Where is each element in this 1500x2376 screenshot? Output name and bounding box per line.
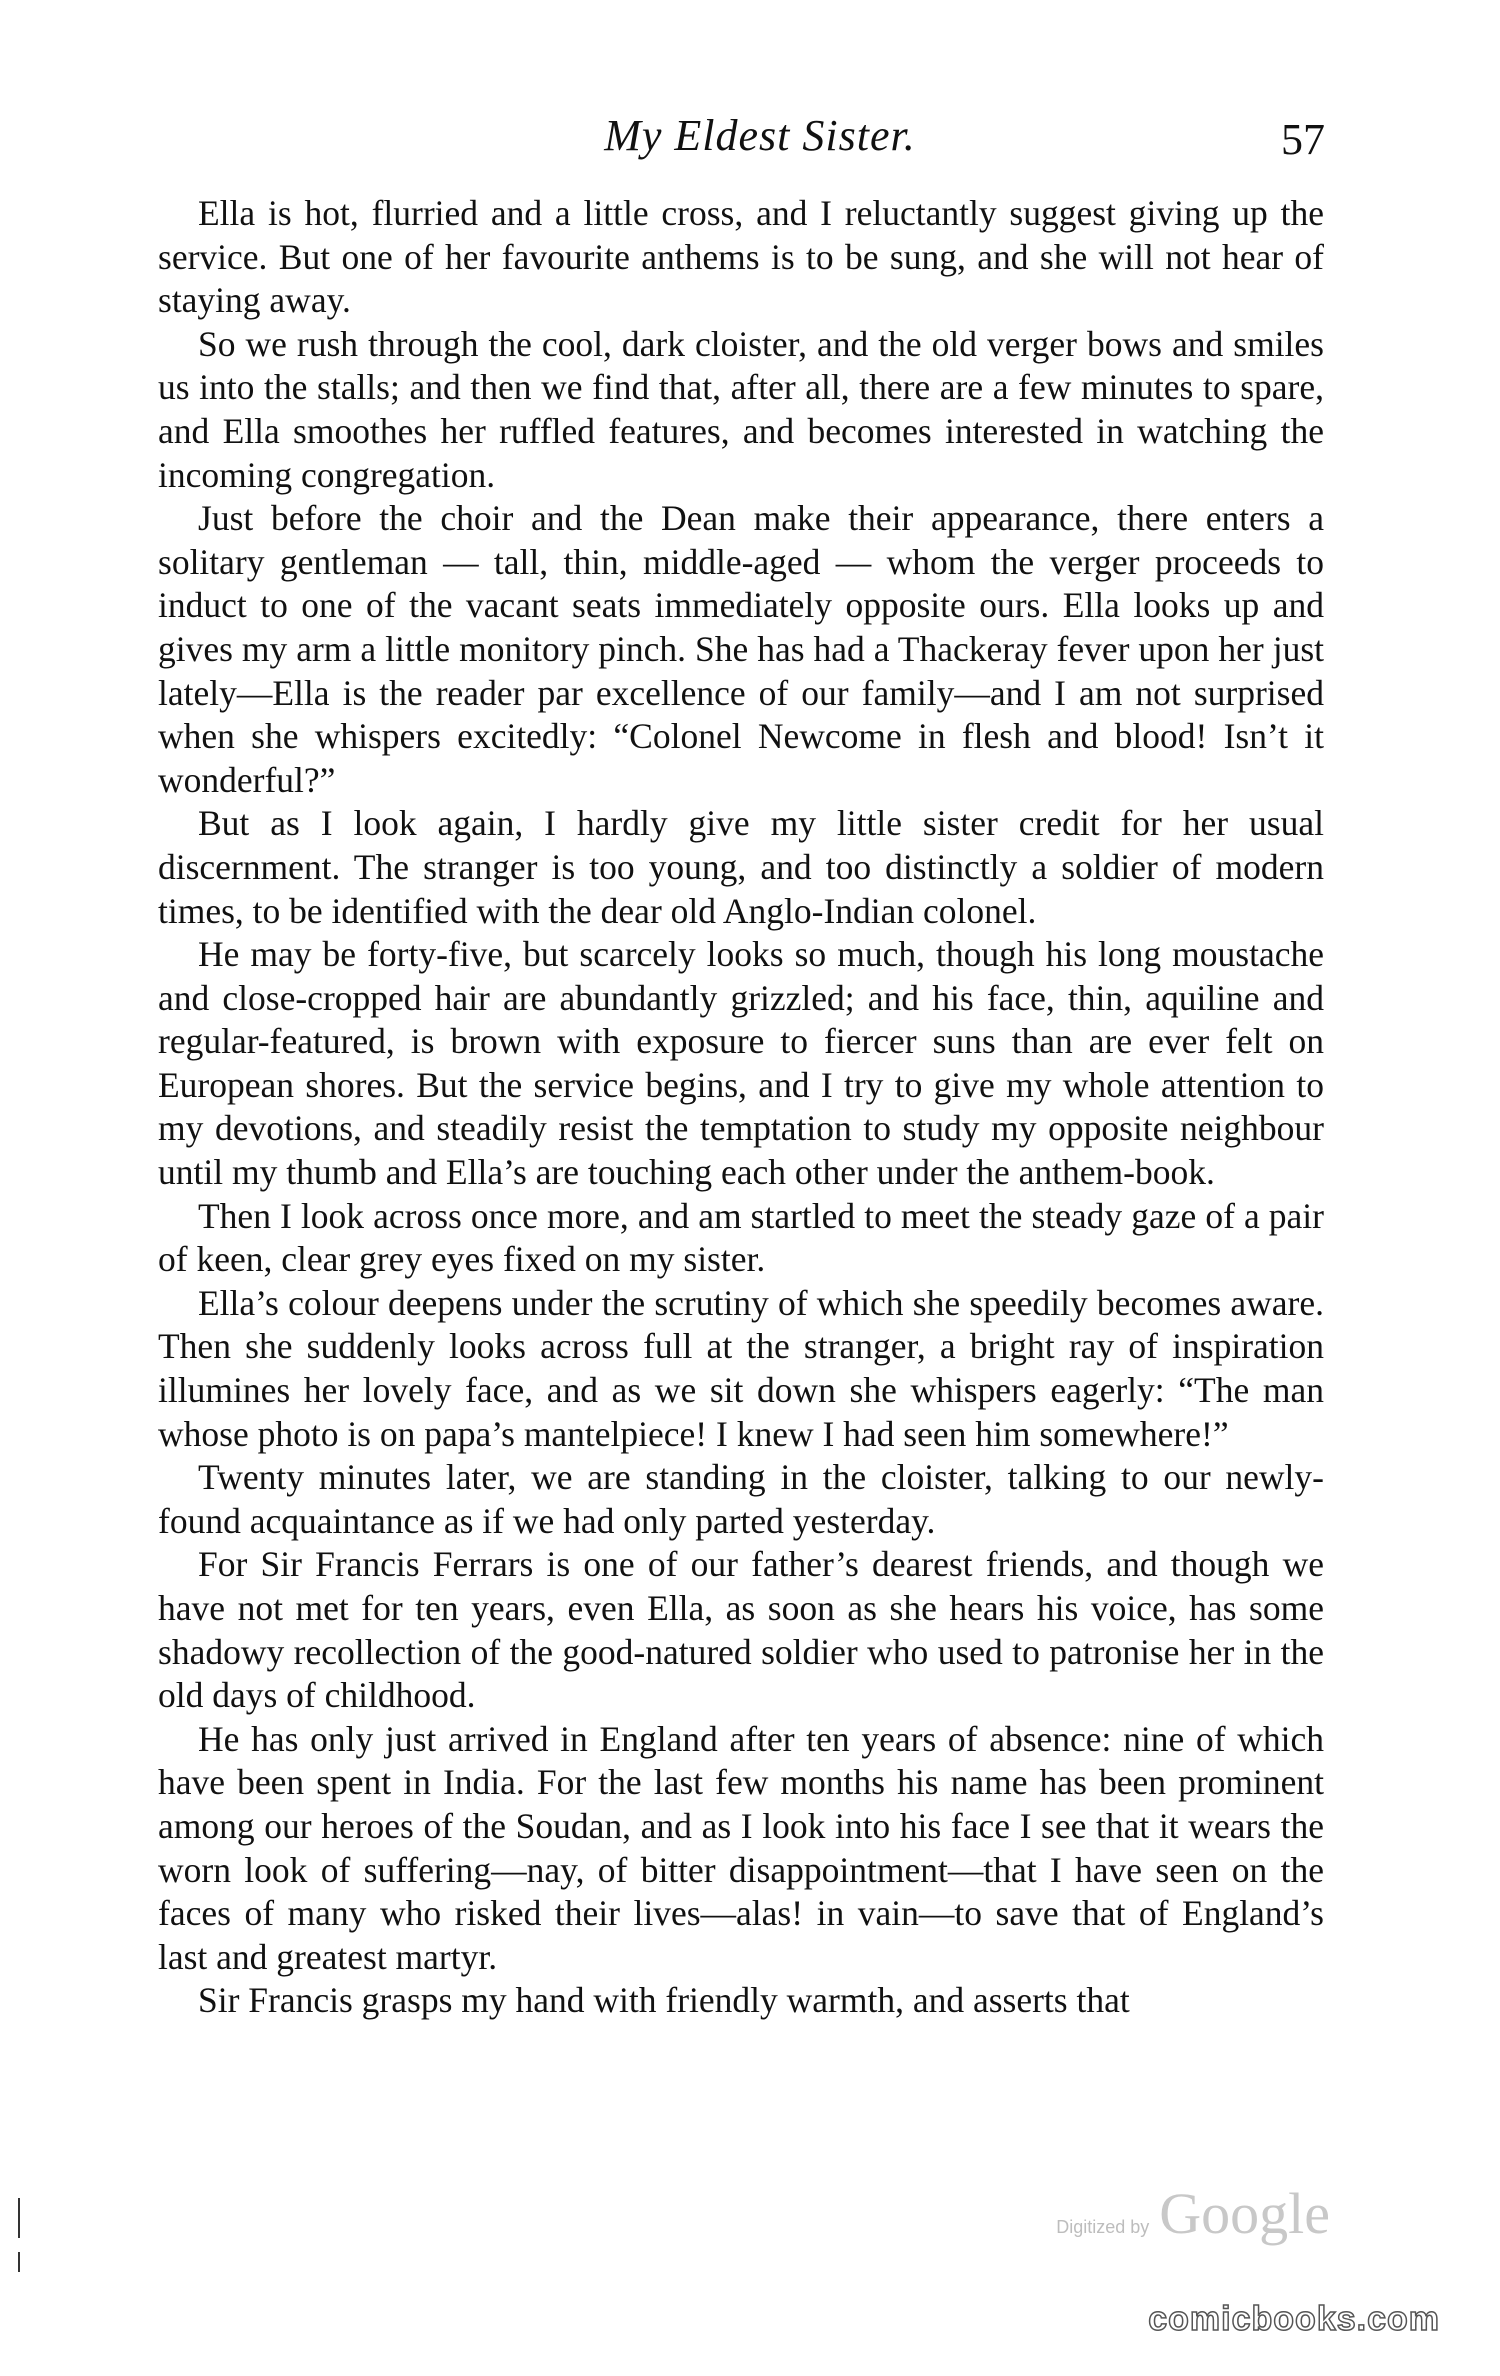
paragraph: Just before the choir and the Dean make their appearance, there enters a solitary gentleman — tall, thin, middle-aged — whom the verger proceeds to induct to one of the vacant seats immediately opposite ours. Ella looks up and gives my arm a little monitory pinch. She has had a Thackeray fever upon her just lately—Ella is the reader par excellence of our family—and I am not surprised when she whispers excitedly: “Colonel Newcome in flesh and blood! Isn’t it wonderful?” [158, 498, 1324, 800]
google-logo-text: Google [1159, 2181, 1330, 2246]
paragraph: But as I look again, I hardly give my little sister credit for her usual discernment. The stranger is too young, and too distinctly a soldier of modern times, to be identified with the dear old Anglo-Indian colonel. [158, 803, 1324, 931]
page-edge-mark [18, 2198, 20, 2238]
body-text [158, 192, 1324, 2023]
paragraph: He may be forty-five, but scarcely looks so much, though his long moustache and close-cropped hair are abundantly grizzled; and his face, thin, aquiline and regular-featured, is brown with exposure to fiercer suns than are ever felt on European shores. But the service begins, and I try to give my whole attention to my devotions, and steadily resist the temptation to study my opposite neighbour until my thumb and Ella’s are touching each other under the anthem-book. [158, 934, 1324, 1193]
site-watermark: comicbooks.com [1148, 2300, 1440, 2338]
paragraph: He has only just arrived in England after ten years of absence: nine of which have been spent in India. For the last few months his name has been prominent among our heroes of the Soudan, and as I look into his face I see that it wears the worn look of suffering—nay, of bitter disappointment—that I have seen on the faces of many who risked their lives—alas! in vain—to save that of England’s last and greatest martyr. [158, 1718, 1324, 1977]
running-head [195, 110, 1325, 170]
page-number: 57 [1281, 115, 1325, 164]
page-edge-mark [18, 2252, 20, 2272]
paragraph: Ella’s colour deepens under the scrutiny of which she speedily becomes aware. Then she suddenly looks across full at the stranger, a bright ray of inspiration illumines her lovely face, and as we sit down she whispers eagerly: “The man whose photo is on papa’s mantelpiece! I knew I had seen him somewhere!” [158, 1282, 1324, 1454]
paragraph: So we rush through the cool, dark cloister, and the old verger bows and smiles us into the stalls; and then we find that, after all, there are a few minutes to spare, and Ella smoothes her ruffled features, and becomes interested in watching the incoming congregation. [158, 323, 1324, 495]
digitized-watermark [1056, 2180, 1330, 2247]
paragraph: Sir Francis grasps my hand with friendly warmth, and asserts that [198, 1980, 1130, 2021]
digitized-by-text: Digitized by [1056, 2217, 1150, 2237]
paragraph: For Sir Francis Ferrars is one of our father’s dearest friends, and though we have not met for ten years, even Ella, as soon as she hears his voice, has some shadowy recollection of the good-natured soldier who used to patronise her in the old days of childhood. [158, 1544, 1324, 1716]
running-title: My Eldest Sister. [604, 111, 916, 160]
paragraph: Ella is hot, flurried and a little cross, and I reluctantly suggest giving up the service. But one of her favourite anthems is to be sung, and she will not hear of staying away. [158, 193, 1324, 321]
paragraph: Twenty minutes later, we are standing in the cloister, talking to our newly-found acquaintance as if we had only parted yesterday. [158, 1457, 1324, 1541]
paragraph: Then I look across once more, and am startled to meet the steady gaze of a pair of keen, clear grey eyes fixed on my sister. [158, 1195, 1324, 1280]
